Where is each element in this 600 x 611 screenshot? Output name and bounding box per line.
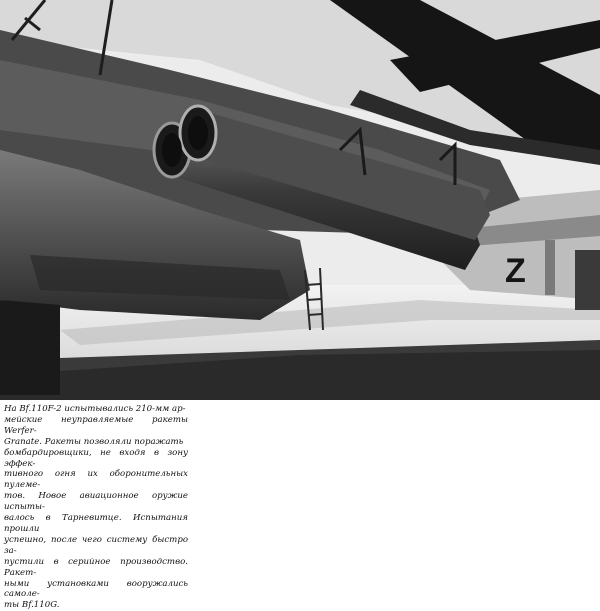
fuselage-code: Z xyxy=(505,252,526,290)
photo-caption: На Bf.110F-2 испытывались 210-мм ар- мейские неуправляемые ракеты Werfer- Granate. Ракеты позволяли поражать бомбардировщики, не входя в зону эффек- тивного огня их оборонительных пулеме- тов. Новое авиационное оружие испыты- валось в Тарневитце. Испытания прошли успешно, после чего систему быстро за- пустили в серийное производство. Ракет- ными установками вооружались самоле- ты Bf.110G. xyxy=(4,404,188,611)
